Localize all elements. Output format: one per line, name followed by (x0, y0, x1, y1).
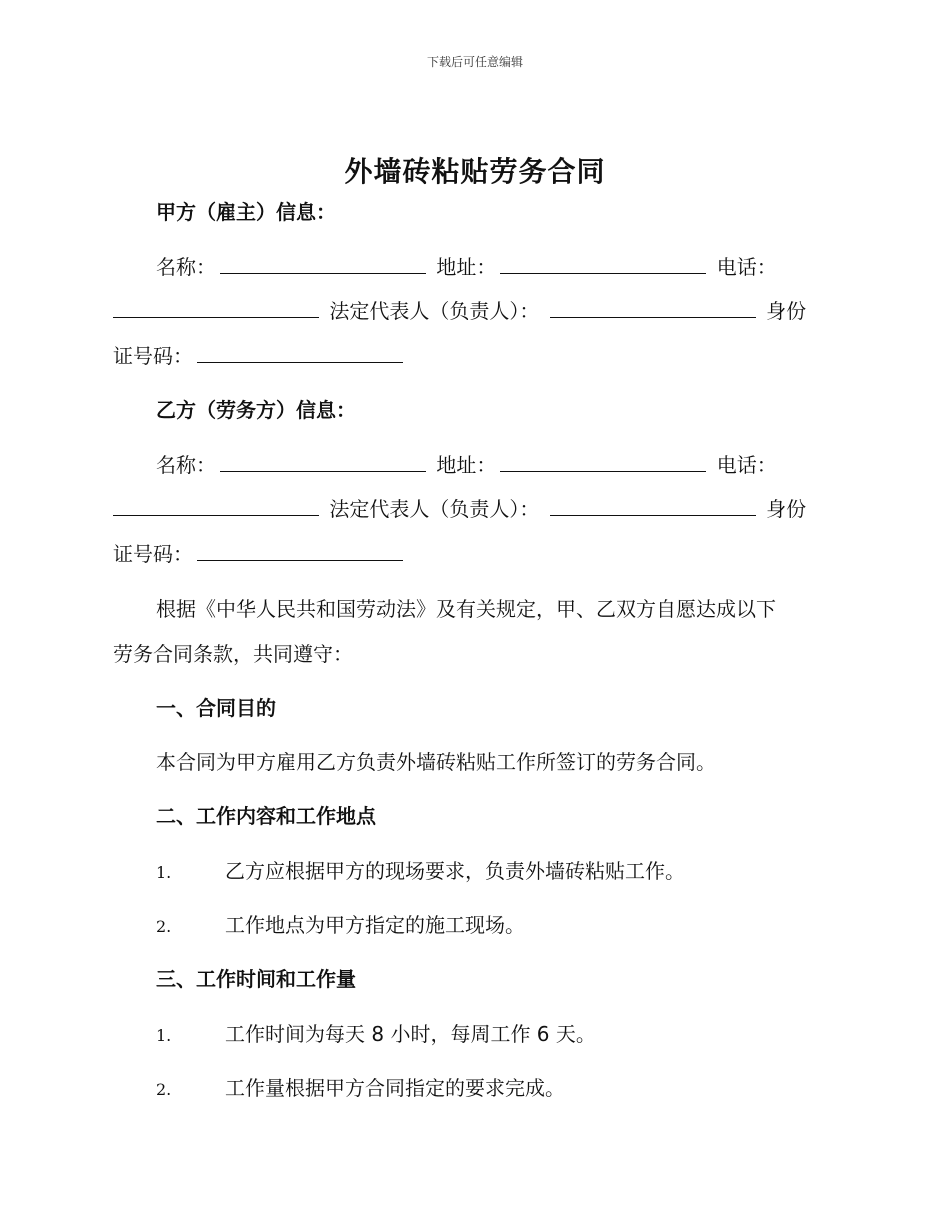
party-a-row-3 (113, 343, 407, 369)
list-item-text: 乙方应根据甲方的现场要求，负责外墙砖粘贴工作。 (225, 859, 685, 883)
party-b-row-1 (156, 452, 777, 478)
party-b-heading: 乙方（劳务方）信息： (156, 398, 356, 422)
party-a-id-blank[interactable] (197, 344, 403, 363)
section-3-item-2 (156, 1075, 856, 1103)
list-item-text: 工作量根据甲方合同指定的要求完成。 (225, 1076, 565, 1100)
intro-line-2: 劳务合同条款，共同遵守： (113, 642, 353, 666)
party-b-phone-label: 电话： (716, 453, 777, 477)
party-b-rep-blank[interactable] (550, 497, 756, 516)
party-a-name-blank[interactable] (220, 255, 426, 274)
party-a-rep-blank[interactable] (550, 299, 756, 318)
section-2-item-1 (156, 858, 856, 886)
section-1-body: 本合同为甲方雇用乙方负责外墙砖粘贴工作所签订的劳务合同。 (156, 750, 716, 774)
party-b-name-label: 名称： (156, 453, 216, 477)
party-a-phone-label: 电话： (716, 255, 777, 279)
party-a-name-label: 名称： (156, 255, 216, 279)
list-number: 1. (156, 1026, 172, 1045)
party-a-heading: 甲方（雇主）信息： (156, 200, 336, 224)
list-number: 2. (156, 1080, 172, 1099)
section-3-heading: 三、工作时间和工作量 (156, 967, 356, 991)
list-number: 2. (156, 917, 172, 936)
party-b-id-label-1: 身份 (766, 497, 807, 521)
party-b-address-blank[interactable] (500, 453, 706, 472)
document-title: 外墙砖粘贴劳务合同 (344, 155, 606, 188)
section-1-heading: 一、合同目的 (156, 696, 276, 720)
section-2-item-2 (156, 912, 856, 940)
party-b-id-label-2: 证号码： (113, 542, 193, 566)
party-a-id-label-2: 证号码： (113, 344, 193, 368)
party-b-name-blank[interactable] (220, 453, 426, 472)
list-number: 1. (156, 863, 172, 882)
section-2-heading: 二、工作内容和工作地点 (156, 804, 376, 828)
party-b-rep-label: 法定代表人（负责人）： (329, 497, 540, 521)
party-a-phone-blank[interactable] (113, 299, 319, 318)
party-a-id-label-1: 身份 (766, 299, 807, 323)
party-a-row-2 (113, 298, 806, 324)
party-b-address-label: 地址： (436, 453, 497, 477)
list-item-text: 工作地点为甲方指定的施工现场。 (225, 913, 525, 937)
party-b-row-3 (113, 541, 407, 567)
party-a-rep-label: 法定代表人（负责人）： (329, 299, 540, 323)
party-b-phone-blank[interactable] (113, 497, 319, 516)
party-b-row-2 (113, 496, 806, 522)
section-3-item-1 (156, 1021, 856, 1049)
list-item-text: 工作时间为每天 8 小时，每周工作 6 天。 (225, 1022, 596, 1046)
intro-line-1: 根据《中华人民共和国劳动法》及有关规定，甲、乙双方自愿达成以下 (156, 597, 776, 621)
party-a-address-label: 地址： (436, 255, 497, 279)
party-a-address-blank[interactable] (500, 255, 706, 274)
party-b-id-blank[interactable] (197, 542, 403, 561)
header-note: 下载后可任意编辑 (426, 55, 523, 69)
party-a-row-1 (156, 254, 777, 280)
